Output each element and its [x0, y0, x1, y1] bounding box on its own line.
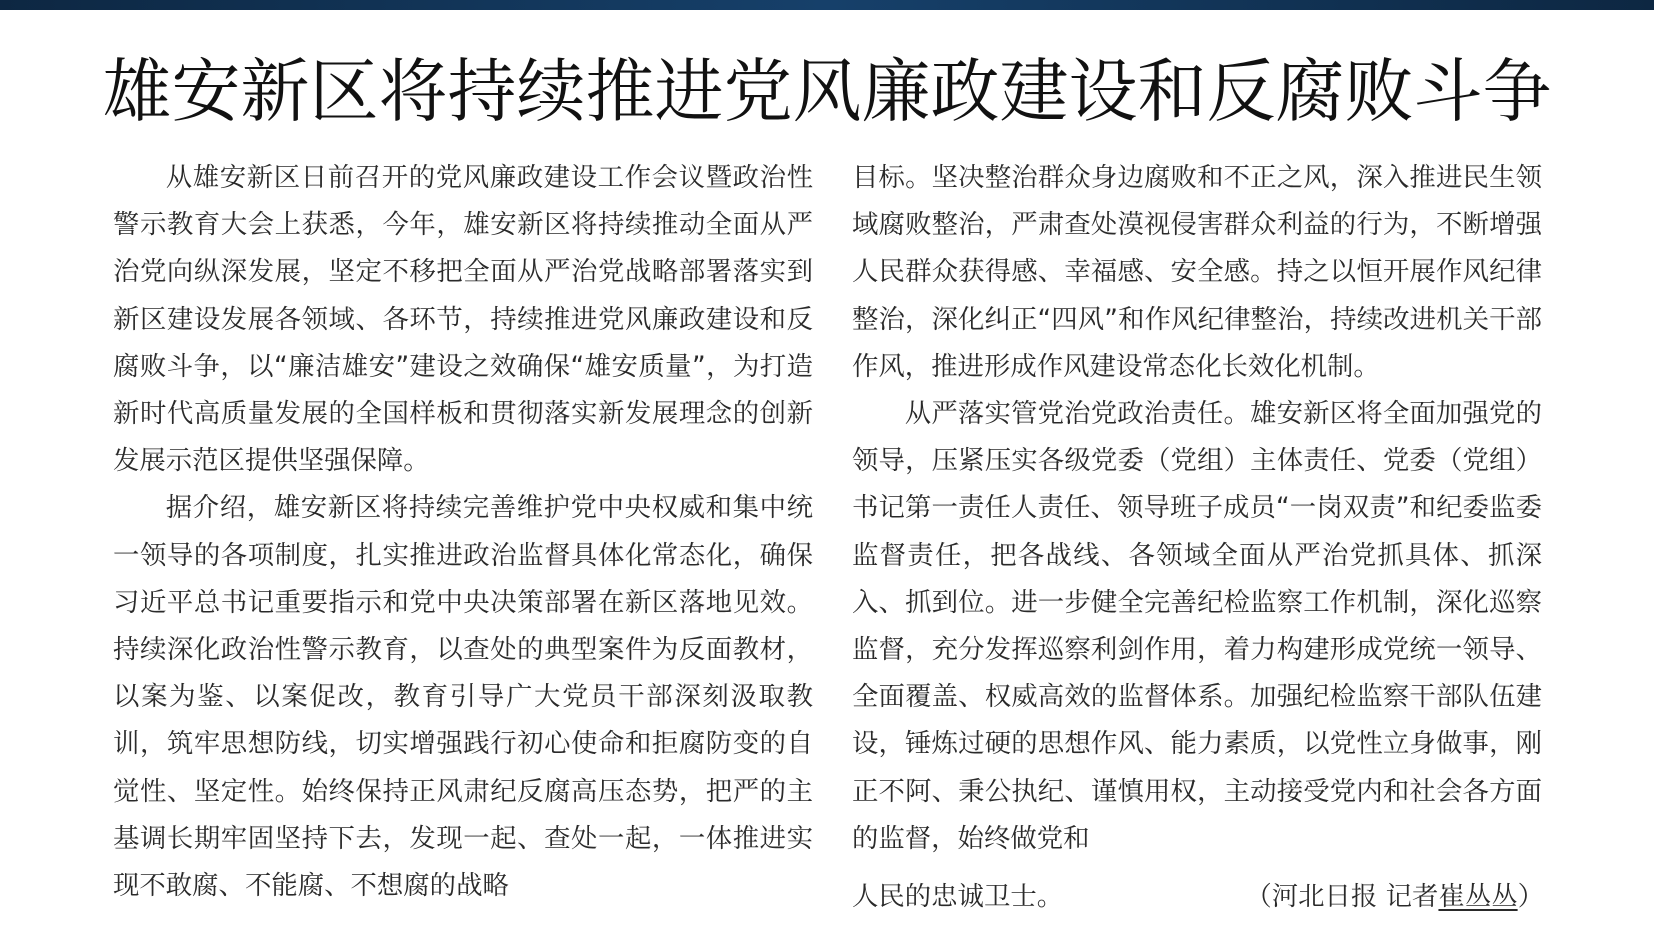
- article-paragraph-1: 从雄安新区日前召开的党风廉政建设工作会议暨政治性警示教育大会上获悉，今年，雄安新区将持续推动全面从严治党向纵深发展，坚定不移把全面从严治党战略部署落实到新区建设发展各领域、各环节，持续推进党风廉政建设和反腐败斗争，以“廉洁雄安”建设之效确保“雄安质量”，为打造新时代高质量发展的全国样板和贯彻落实新发展理念的创新发展示范区提供坚强保障。: [113, 162, 813, 477]
- byline-close: ）: [1517, 881, 1544, 912]
- byline-source: （河北日报 记者: [1245, 881, 1439, 912]
- article-byline: [1245, 873, 1544, 920]
- article-paragraph-2-continued: 目标。坚决整治群众身边腐败和不正之风，深入推进民生领域腐败整治，严肃查处漠视侵害群众利益的行为，不断增强人民群众获得感、幸福感、安全感。持之以恒开展作风纪律整治，深化纠正“四风”和作风纪律整治，持续改进机关干部作风，推进形成作风建设常态化长效化机制。: [852, 162, 1542, 382]
- byline-reporter-name: 崔丛丛: [1438, 881, 1518, 912]
- article-column-right: [852, 154, 1542, 862]
- article-paragraph-2: 据介绍，雄安新区将持续完善维护党中央权威和集中统一领导的各项制度，扎实推进政治监督具体化常态化，确保习近平总书记重要指示和党中央决策部署在新区落地见效。持续深化政治性警示教育，以查处的典型案件为反面教材，以案为鉴、以案促改，教育引导广大党员干部深刻汲取教训，筑牢思想防线，切实增强践行初心使命和拒腐防变的自觉性、坚定性。始终保持正风肃纪反腐高压态势，把严的主基调长期牢固坚持下去，发现一起、查处一起，一体推进实现不敢腐、不能腐、不想腐的战略: [113, 492, 813, 902]
- top-banner-bar: [0, 0, 1654, 10]
- article-paragraph-3: 从严落实管党治党政治责任。雄安新区将全面加强党的领导，压紧压实各级党委（党组）主体责任、党委（党组）书记第一责任人责任、领导班子成员“一岗双责”和纪委监委监督责任，把各战线、各领域全面从严治党抓具体、抓深入、抓到位。进一步健全完善纪检监察工作机制，深化巡察监督，充分发挥巡察利剑作用，着力构建形成党统一领导、全面覆盖、权威高效的监督体系。加强纪检监察干部队伍建设，锤炼过硬的思想作风、能力素质，以党性立身做事，刚正不阿、秉公执纪、谨慎用权，主动接受党内和社会各方面的监督，始终做党和: [852, 398, 1542, 854]
- article-closing-line: 人民的忠诚卫士。: [852, 881, 1064, 912]
- article-column-left: [113, 154, 813, 909]
- article-headline: 雄安新区将持续推进党风廉政建设和反腐败斗争: [102, 52, 1552, 132]
